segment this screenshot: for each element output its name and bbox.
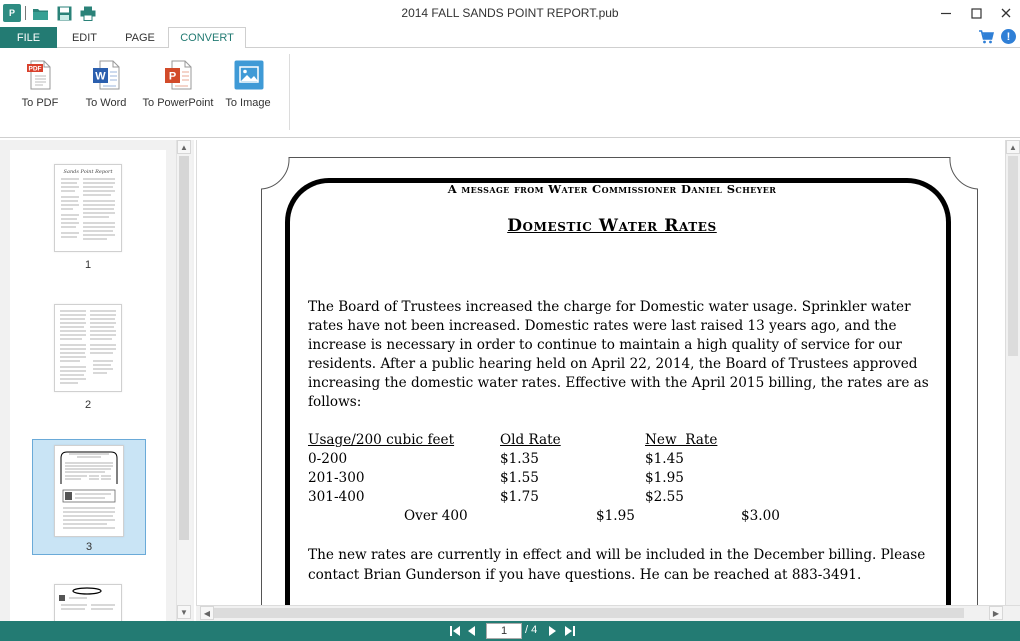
pdf-file-icon xyxy=(26,60,54,90)
tab-page[interactable]: PAGE xyxy=(125,31,155,44)
close-button[interactable] xyxy=(995,3,1017,23)
word-file-icon xyxy=(92,60,120,90)
thumbnail-page-1[interactable] xyxy=(10,164,166,276)
thumbnail-number: 3 xyxy=(85,541,93,553)
app-logo-icon[interactable]: P xyxy=(3,4,21,22)
table-cell: 301-400 xyxy=(308,489,365,505)
to-word-button[interactable] xyxy=(83,60,129,122)
table-cell: $1.75 xyxy=(500,489,539,505)
scroll-left-arrow-icon[interactable]: ◀ xyxy=(200,606,214,620)
last-page-icon[interactable] xyxy=(562,624,576,638)
thumbnail-number: 1 xyxy=(84,259,92,271)
svg-text:PDF: PDF xyxy=(28,65,42,73)
ribbon-tab-bar xyxy=(0,27,1020,48)
table-cell: 201-300 xyxy=(308,470,365,486)
first-page-icon[interactable] xyxy=(448,624,462,638)
document-title: Domestic Water Rates xyxy=(507,216,717,236)
tab-edit[interactable]: EDIT xyxy=(71,31,98,44)
tab-file[interactable]: FILE xyxy=(0,27,57,48)
to-pdf-label: To PDF xyxy=(21,97,59,109)
table-cell: $3.00 xyxy=(741,508,780,524)
scrollbar-thumb[interactable] xyxy=(214,608,964,618)
table-cell: $1.45 xyxy=(645,451,684,467)
thumbnail-preview xyxy=(54,584,122,621)
image-file-icon xyxy=(234,60,262,90)
minimize-button[interactable] xyxy=(935,3,957,23)
thumbnail-page-4[interactable] xyxy=(10,584,166,621)
ribbon-group-divider xyxy=(289,54,290,130)
tab-convert[interactable]: CONVERT xyxy=(168,27,246,49)
shopping-cart-icon[interactable] xyxy=(978,29,994,45)
to-pdf-button[interactable] xyxy=(19,60,61,122)
table-cell: $1.95 xyxy=(645,470,684,486)
table-cell: $1.35 xyxy=(500,451,539,467)
table-cell: $1.55 xyxy=(500,470,539,486)
scroll-down-arrow-icon[interactable]: ▼ xyxy=(177,605,191,619)
document-horizontal-scrollbar[interactable] xyxy=(196,605,1020,621)
page-total-label: / 4 xyxy=(525,624,538,636)
scrollbar-thumb[interactable] xyxy=(1008,156,1018,356)
to-powerpoint-button[interactable] xyxy=(140,60,216,122)
help-icon[interactable]: ! xyxy=(1001,29,1016,44)
window-title: 2014 FALL SANDS POINT REPORT.pub xyxy=(401,6,619,20)
thumbnail-preview xyxy=(54,445,124,537)
scrollbar-thumb[interactable] xyxy=(179,156,189,540)
message-heading: A message from Water Commissioner Daniel Scheyer xyxy=(447,182,777,196)
scroll-right-arrow-icon[interactable]: ▶ xyxy=(989,606,1003,620)
intro-paragraph: The Board of Trustees increased the charge for Domestic water usage. Sprinkler water rates have not been increased. Domestic rates were last raised 13 years ago, and the increase is necessary in order to continue to maintain a high quality of service for our residents. After a public hearing held on April 22, 2014, the Board of Trustees approved increasing the domestic water rates. Effective with the April 2015 billing, the rates are as follows: xyxy=(308,299,929,410)
thumbnail-preview xyxy=(54,164,122,252)
scroll-up-arrow-icon[interactable]: ▲ xyxy=(1006,140,1020,154)
thumbnail-preview xyxy=(54,304,122,392)
title-bar xyxy=(0,0,1020,27)
maximize-button[interactable] xyxy=(965,3,987,23)
table-header-new-rate: New Rate xyxy=(645,432,718,448)
document-vertical-scrollbar[interactable] xyxy=(1005,140,1020,605)
thumbnail-list[interactable] xyxy=(10,150,166,621)
svg-text:Sands Point Report: Sands Point Report xyxy=(63,169,113,175)
page-number-input[interactable] xyxy=(486,623,522,639)
svg-text:P: P xyxy=(168,70,177,83)
to-word-label: To Word xyxy=(85,97,127,109)
table-header-usage: Usage/200 cubic feet xyxy=(308,432,455,448)
ribbon-panel xyxy=(0,48,1020,138)
table-cell: Over 400 xyxy=(404,508,468,524)
table-cell: 0-200 xyxy=(308,451,348,467)
thumbnail-page-2[interactable] xyxy=(10,304,166,416)
status-bar xyxy=(0,621,1020,641)
thumbnail-pane xyxy=(0,140,194,621)
table-cell: $2.55 xyxy=(645,489,684,505)
thumbnail-number: 2 xyxy=(84,399,92,411)
next-page-icon[interactable] xyxy=(546,624,558,638)
document-viewport[interactable] xyxy=(196,140,1020,605)
previous-page-icon[interactable] xyxy=(466,624,478,638)
scroll-up-arrow-icon[interactable]: ▲ xyxy=(177,140,191,154)
svg-text:W: W xyxy=(95,70,106,83)
closing-paragraph: The new rates are currently in effect and will be included in the December billing. Please contact Brian Gunderson if you have questions. He can be reached at 883-3491. xyxy=(308,547,926,583)
to-image-label: To Image xyxy=(225,97,271,109)
to-powerpoint-label: To PowerPoint xyxy=(142,97,214,109)
thumbnail-scrollbar[interactable] xyxy=(176,140,192,621)
table-cell: $1.95 xyxy=(596,508,635,524)
table-header-old-rate: Old Rate xyxy=(500,432,561,448)
powerpoint-file-icon xyxy=(164,60,192,90)
thumbnail-page-3[interactable] xyxy=(32,439,146,555)
to-image-button[interactable] xyxy=(223,60,273,122)
